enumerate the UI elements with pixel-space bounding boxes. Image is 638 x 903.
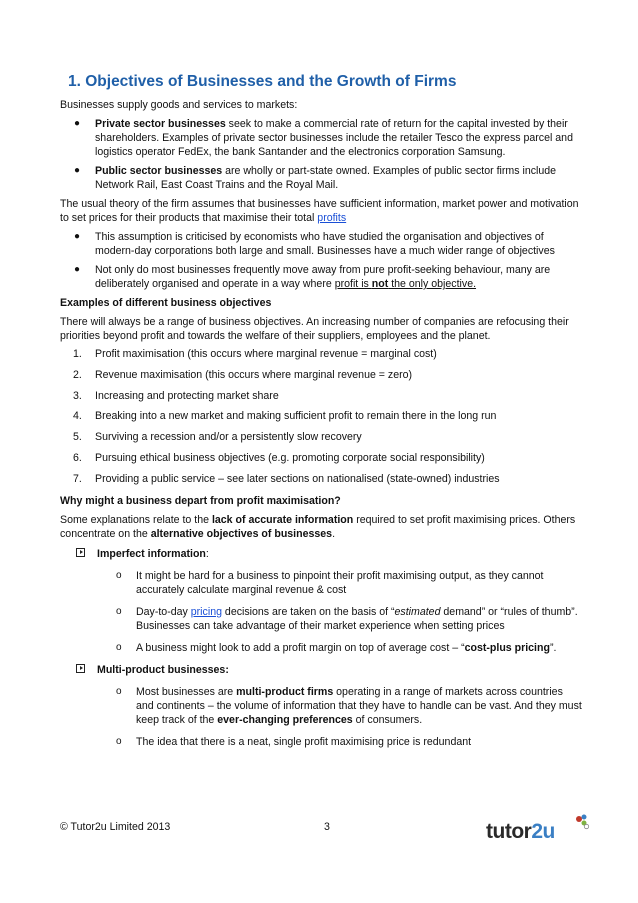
item-text: A business might look to add a profit margin on top of average cost – “ (136, 641, 465, 654)
circle-bullet-icon: o (116, 735, 122, 747)
list-item (60, 641, 582, 655)
why-bold: lack of accurate information (211, 513, 354, 526)
copyright-text: © Tutor2u Limited 2013 (60, 821, 171, 833)
list-item (60, 685, 582, 727)
logo-mark-icon (572, 812, 590, 830)
item-bold: cost-plus pricing (464, 641, 550, 654)
why-heading: Why might a business depart from profit maximisation? (60, 494, 341, 507)
item-number: 3. (73, 389, 82, 402)
item-text: It might be hard for a business to pinpoint their profit maximising output, as they cannot accurately calculate marginal revenue & cost (136, 569, 544, 596)
list-item (60, 431, 582, 444)
examples-intro: There will always be a range of business objectives. An increasing number of companies are refocusing their priorities beyond profit and towards the welfare of their suppliers, employees and the planet. (60, 316, 569, 342)
why-intro (60, 513, 582, 541)
underlined-text: the only objective. (388, 278, 477, 290)
bullet-icon: ● (74, 165, 81, 176)
objective-text: Breaking into a new market and making sufficient profit to remain there in the long run (95, 410, 497, 423)
list-item (60, 569, 582, 597)
criticism-text: Not only do most businesses frequently move away from pure profit-seeking behaviour, many are deliberately organised and operate in a way where (95, 264, 551, 290)
sector-list (60, 117, 582, 192)
imperfect-information-heading (60, 547, 582, 561)
page-number: 3 (324, 821, 330, 833)
list-item (60, 230, 582, 258)
multi-product-heading (60, 663, 582, 677)
list-item (60, 605, 582, 633)
why-text: Some explanations relate to the (60, 513, 212, 526)
pricing-link[interactable]: pricing (190, 605, 222, 618)
list-item (60, 390, 582, 403)
logo-text-tutor: tutor (486, 820, 532, 843)
tutor2u-logo (486, 820, 582, 848)
logo-text-2u: 2u (531, 820, 555, 843)
circle-bullet-icon: o (116, 685, 122, 697)
objective-text: Increasing and protecting market share (95, 389, 279, 402)
theory-text: The usual theory of the firm assumes that businesses have sufficient information, market power and motivation to set prices for their products that maximise their total (60, 198, 579, 224)
list-item (60, 348, 582, 361)
multi-product-list (60, 685, 582, 749)
item-text: operating in a range of markets across countries and continents – the volume of information that they have to handle can be vast. And they must keep track of the (136, 685, 582, 726)
theory-paragraph (60, 197, 582, 225)
circle-bullet-icon: o (116, 569, 122, 581)
page-footer (60, 818, 582, 848)
list-item (60, 410, 582, 423)
objective-text: Surviving a recession and/or a persistently slow recovery (95, 431, 362, 444)
profits-link[interactable]: profits (317, 212, 347, 224)
why-bold: alternative objectives of businesses (150, 527, 333, 540)
item-number: 2. (73, 368, 82, 381)
emphasis-not: not (371, 278, 389, 290)
sector-description: are wholly or part-state owned. Examples of public sector firms include Network Rail, East Coast Trains and the Royal Mail. (95, 165, 557, 191)
logo-wordmark (486, 820, 555, 843)
imperfect-list (60, 569, 582, 655)
item-text: Most businesses are (136, 685, 237, 698)
objective-text: Pursuing ethical business objectives (e.g. promoting corporate social responsibility) (95, 451, 485, 464)
circle-bullet-icon: o (116, 641, 122, 653)
list-item (60, 369, 582, 382)
item-text: of consumers. (352, 713, 423, 726)
objectives-list (60, 348, 582, 486)
sector-term: Private sector businesses (95, 118, 226, 130)
boxed-arrow-icon (76, 664, 85, 673)
list-item (60, 117, 582, 159)
item-bold: multi-product firms (236, 685, 334, 698)
item-bold: ever-changing preferences (217, 713, 353, 726)
item-text: Day-to-day (136, 605, 191, 618)
bullet-icon: ● (74, 231, 81, 242)
sector-term: Public sector businesses (95, 165, 223, 177)
objective-text: Revenue maximisation (this occurs where marginal revenue = zero) (95, 368, 413, 381)
item-text: demand” or “rules of thumb”. Businesses can take advantage of their market experience when setting prices (136, 605, 578, 632)
list-item (60, 735, 582, 749)
examples-heading: Examples of different business objectives (60, 297, 272, 309)
bullet-icon: ● (74, 264, 81, 275)
circle-bullet-icon: o (116, 605, 122, 617)
section-term: Multi-product businesses: (97, 663, 229, 676)
list-item (60, 473, 582, 486)
page-title: 1. Objectives of Businesses and the Growth of Firms (68, 73, 457, 90)
objective-text: Profit maximisation (this occurs where marginal revenue = marginal cost) (95, 348, 437, 360)
list-item (60, 263, 582, 291)
item-italic: estimated (394, 605, 441, 618)
item-text: decisions are taken on the basis of “ (221, 605, 395, 618)
intro-paragraph: Businesses supply goods and services to markets: (60, 99, 298, 111)
bullet-icon: ● (74, 118, 81, 129)
section-term: Imperfect information (97, 547, 206, 560)
objective-text: Providing a public service – see later sections on nationalised (state-owned) industries (95, 472, 500, 485)
list-item (60, 164, 582, 192)
colon: : (205, 547, 209, 560)
why-text: . (332, 527, 336, 540)
criticism-text: This assumption is criticised by economists who have studied the organisation and objectives of modern-day corporations both large and small. Businesses have a much wider range of objectives (95, 231, 555, 257)
list-item (60, 452, 582, 465)
item-number: 7. (73, 472, 82, 485)
page-content (60, 72, 582, 757)
item-text: ”. (549, 641, 557, 654)
item-number: 5. (73, 431, 82, 444)
sector-description: seek to make a commercial rate of return for the capital invested by their shareholders. Examples of private sector businesses include the retailer Tesco the express parcel and logistics operator FedEx, the bank Santander and the electronics corporation Samsung. (95, 118, 573, 158)
boxed-arrow-icon (76, 548, 85, 557)
item-number: 1. (73, 348, 82, 360)
item-number: 4. (73, 410, 82, 423)
criticism-list (60, 230, 582, 291)
item-number: 6. (73, 451, 82, 464)
underlined-text: profit is (334, 278, 372, 290)
why-text: required to set profit maximising prices. Others concentrate on the (60, 513, 576, 540)
item-text: The idea that there is a neat, single profit maximising price is redundant (136, 735, 472, 748)
